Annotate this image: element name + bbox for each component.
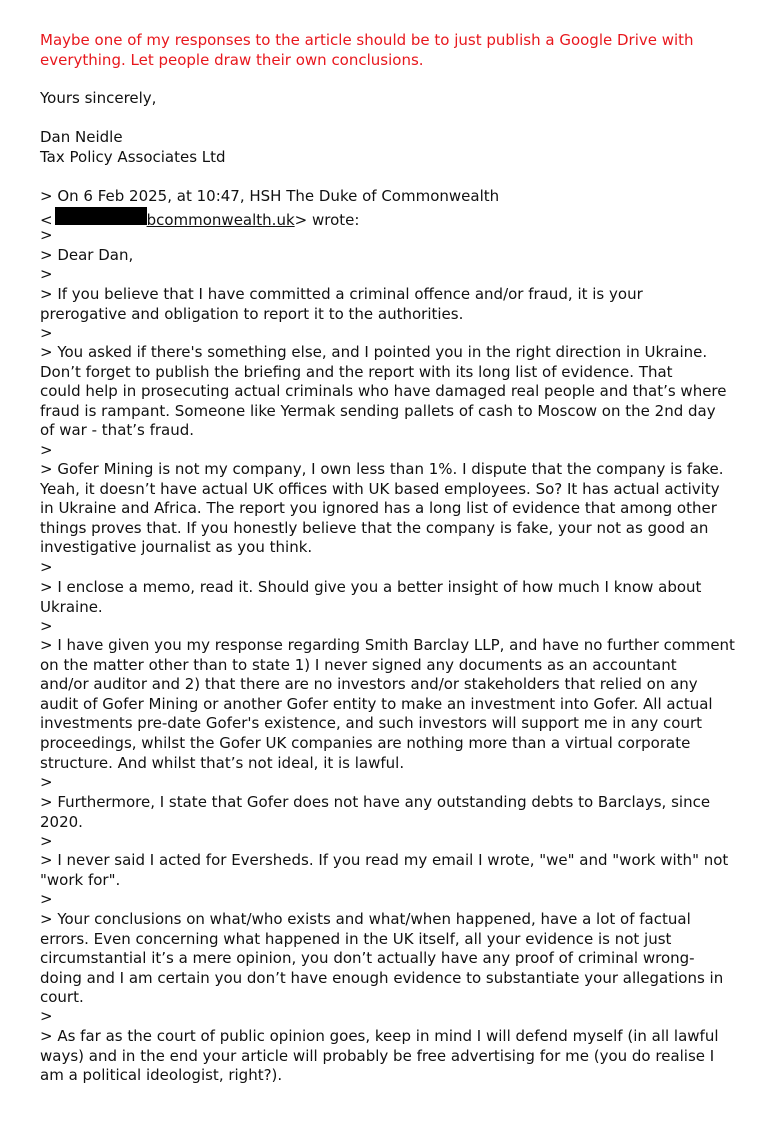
quoted-marker [40,890,740,910]
text-line: > [40,226,53,244]
quoted-marker [40,226,740,246]
text-line: > [40,832,53,850]
signature [40,128,740,167]
text-line: > [40,558,53,576]
text-line: > I never said I acted for Eversheds. If you read my email I wrote, "we" and "work with" not [40,851,729,869]
text-line: of war - that’s fraud. [40,421,195,440]
quoted-paragraph [40,343,740,441]
address-open: < [40,210,53,229]
text-line: > [40,441,53,459]
text-line: > You asked if there's something else, and I pointed you in the right direction in Ukraine. [40,343,708,361]
quoted-marker [40,265,740,285]
quoted-marker [40,324,740,344]
text-line: prerogative and obligation to report it to the authorities. [40,304,464,323]
signature-company: Tax Policy Associates Ltd [40,147,226,166]
text-line: Don’t forget to publish the briefing and the report with its long list of evidence. That [40,362,673,381]
text-line: > [40,265,53,283]
text-line: am a political ideologist, right?). [40,1066,283,1085]
text-line: > Dear Dan, [40,246,134,264]
quoted-marker [40,1007,740,1027]
quoted-marker [40,558,740,578]
closing-text: Yours sincerely, [40,89,157,107]
text-line: on the matter other than to state 1) I never signed any documents as an accountant [40,655,677,674]
text-line: errors. Even concerning what happened in the UK itself, all your evidence is not just [40,929,672,948]
quoted-paragraph [40,578,740,617]
text-line: Ukraine. [40,597,103,616]
text-line: things proves that. If you honestly believe that the company is fake, your not as good an [40,518,709,537]
quoted-paragraph [40,793,740,832]
text-line: > I enclose a memo, read it. Should give you a better insight of how much I know about [40,578,702,596]
quoted-paragraph [40,460,740,558]
text-line: circumstantial it’s a mere opinion, you don’t actually have any proof of criminal wrong- [40,949,695,968]
text-line: > [40,773,53,791]
quoted-marker [40,773,740,793]
text-line: Yeah, it doesn’t have actual UK offices with UK based employees. So? It has actual activity [40,479,720,498]
quoted-paragraph [40,1027,740,1086]
red-note [40,31,740,70]
signature-name: Dan Neidle [40,128,123,146]
text-line: ways) and in the end your article will probably be free advertising for me (you do realise I [40,1046,715,1065]
text-line: > Furthermore, I state that Gofer does not have any outstanding debts to Barclays, since [40,793,711,811]
quoted-paragraph [40,285,740,324]
text-line: > Your conclusions on what/who exists and what/when happened, have a lot of factual [40,910,691,928]
quote-header-line: > On 6 Feb 2025, at 10:47, HSH The Duke of Commonwealth [40,187,500,205]
address-close: > wrote: [294,210,360,229]
text-line: could help in prosecuting actual criminals who have damaged real people and that’s where [40,382,727,401]
text-line: "work for". [40,870,121,889]
text-line: structure. And whilst that’s not ideal, it is lawful. [40,753,405,772]
quoted-marker [40,832,740,852]
quoted-greeting [40,246,740,266]
quoted-marker [40,617,740,637]
text-line: everything. Let people draw their own conclusions. [40,50,424,69]
text-line: > I have given you my response regarding Smith Barclay LLP, and have no further comment [40,636,735,654]
text-line: > [40,617,53,635]
text-line: and/or auditor and 2) that there are no investors and/or stakeholders that relied on any [40,675,698,694]
text-line: in Ukraine and Africa. The report you ignored has a long list of evidence that among other [40,499,717,518]
text-line: investigative journalist as you think. [40,538,313,557]
text-line: Maybe one of my responses to the article should be to just publish a Google Drive with [40,31,694,49]
text-line: > If you believe that I have committed a criminal offence and/or fraud, it is your [40,285,643,303]
closing [40,89,740,109]
redaction-block [55,207,147,225]
text-line: 2020. [40,812,83,831]
text-line: proceedings, whilst the Gofer UK companies are nothing more than a virtual corporate [40,733,691,752]
text-line: > [40,890,53,908]
quoted-paragraph [40,851,740,890]
quoted-marker [40,441,740,461]
text-line: > [40,324,53,342]
email-domain-link[interactable]: bcommonwealth.uk [146,210,295,229]
quoted-paragraph [40,636,740,773]
quote-header [40,187,740,230]
quoted-paragraph [40,910,740,1008]
text-line: > As far as the court of public opinion goes, keep in mind I will defend myself (in all lawful [40,1027,719,1045]
text-line: doing and I am certain you don’t have enough evidence to substantiate your allegations in [40,968,724,987]
text-line: investments pre-date Gofer's existence, and such investors will support me in any court [40,714,703,733]
text-line: fraud is rampant. Someone like Yermak sending pallets of cash to Moscow on the 2nd day [40,401,716,420]
text-line: court. [40,988,84,1007]
text-line: > Gofer Mining is not my company, I own less than 1%. I dispute that the company is fake. [40,460,724,478]
text-line: > [40,1007,53,1025]
text-line: audit of Gofer Mining or another Gofer entity to make an investment into Gofer. All actual [40,694,713,713]
